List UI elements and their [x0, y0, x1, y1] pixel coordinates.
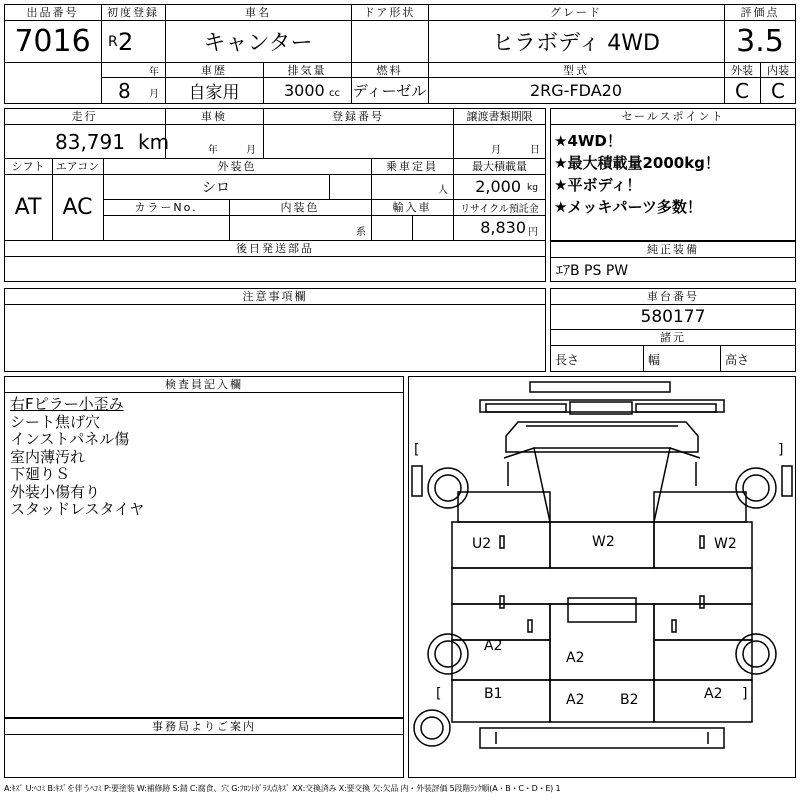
damage-cab-roof: W2 — [592, 534, 615, 550]
grade: ヒラボディ 4WD — [492, 30, 660, 56]
later-parts-label: 後日発送部品 — [236, 242, 314, 255]
mileage: 83,791 — [55, 130, 125, 154]
ext-color-label: 外装色 — [217, 160, 257, 173]
damage-right-door: W2 — [714, 536, 737, 552]
damage-bracket-left: [ — [414, 442, 420, 458]
inspector-note-item: 下廻りＳ — [10, 465, 71, 483]
transfer-day-unit: 日 — [530, 144, 540, 156]
history-label: 車歴 — [201, 63, 227, 77]
history: 自家用 — [188, 83, 240, 103]
capacity-label: 乗車定員 — [386, 160, 438, 173]
first-reg-year: 2 — [118, 28, 134, 56]
exterior-label: 外装 — [731, 63, 753, 77]
damage-left-mid: A2 — [484, 638, 503, 654]
max-load: 2,000 — [475, 177, 521, 196]
inspector-notes — [10, 396, 400, 519]
recycle-unit: 円 — [528, 226, 538, 238]
length-label: 長さ — [555, 352, 580, 367]
door-type — [351, 20, 428, 62]
model-label: 型式 — [563, 63, 589, 77]
car-name-label: 車名 — [245, 6, 271, 19]
fuel: ディーゼル — [352, 82, 427, 100]
model-code: 2RG-FDA20 — [529, 81, 622, 100]
ext-color: シロ — [202, 179, 230, 196]
shift: AT — [14, 194, 42, 220]
grade-label: グレード — [550, 6, 602, 19]
damage-bed-center: A2 — [566, 650, 585, 666]
damage-bracket-bl: [ — [436, 686, 442, 702]
damage-tail-left: A2 — [566, 692, 585, 708]
mileage-label: 走行 — [71, 110, 98, 123]
inspection-month-unit: 月 — [246, 144, 256, 156]
recycle-fee: 8,830 — [480, 218, 526, 237]
sales-point-item: ★4WD！ — [554, 131, 622, 150]
interior-grade: C — [771, 78, 785, 103]
displacement-label: 排気量 — [287, 63, 327, 77]
year-unit: 年 — [149, 66, 159, 78]
fuel-label: 燃料 — [376, 63, 403, 77]
displacement: 3000 — [284, 81, 325, 100]
genuine-equipment: ｴｱB PS PW — [556, 262, 629, 279]
era: R — [108, 34, 118, 50]
office-label: 事務局よりご案内 — [152, 720, 256, 733]
reg-no-label: 登録番号 — [332, 110, 384, 123]
displacement-unit: cc — [329, 88, 340, 99]
aircon-label: エアコン — [55, 160, 100, 173]
genuine-label: 純正装備 — [647, 243, 699, 256]
max-load-unit: kg — [527, 183, 538, 193]
sales-point-list — [554, 129, 794, 217]
damage-left-door: U2 — [472, 536, 492, 552]
mileage-unit: km — [138, 130, 170, 154]
int-color-label: 内装色 — [280, 201, 320, 214]
legend: A:ｷｽﾞ U:ﾍｺﾐ B:ｷｽﾞを伴うﾍｺﾐ P:要塗装 W:補修跡 S:錆 C:腐食、穴 G:ﾌﾛﾝﾄｶﾞﾗｽ点ｷｽﾞ XX:交換済み X:要交換 欠:欠品 内・外装評価 5段階ﾗﾝｸ順(A・B・C・D・E) 1 — [4, 783, 561, 793]
damage-bracket-br: ] — [742, 686, 748, 702]
first-reg-month: 8 — [118, 79, 131, 103]
inspector-label: 検査員記入欄 — [165, 378, 243, 391]
inspector-note-item: スタッドレスタイヤ — [10, 500, 145, 518]
door-label: ドア形状 — [363, 6, 416, 19]
sales-point-label: セールスポイント — [621, 110, 725, 123]
chassis-number: 580177 — [640, 306, 706, 327]
score-label: 評価点 — [740, 6, 780, 19]
shift-label: シフト — [11, 160, 45, 173]
interior-label: 内装 — [767, 63, 789, 77]
int-color-suffix: 系 — [356, 226, 366, 238]
sales-point-item: ★最大積載量2000kg！ — [554, 153, 720, 172]
damage-right-rear: A2 — [704, 686, 723, 702]
truck-diagram — [408, 376, 796, 778]
inspector-note-item: シート焦げ穴 — [10, 412, 101, 431]
inspector-note-item: インストパネル傷 — [10, 430, 130, 448]
width-label: 幅 — [648, 352, 661, 367]
capacity-unit: 人 — [438, 184, 448, 196]
inspection-label: 車検 — [201, 110, 227, 123]
height-label: 高さ — [725, 352, 750, 367]
color-no-label: カラーNo. — [134, 201, 198, 214]
chassis-label: 車台番号 — [647, 290, 699, 303]
inspector-note-item: 室内薄汚れ — [10, 447, 86, 466]
transfer-doc-label: 譲渡書類期限 — [466, 110, 533, 123]
inspector-note-item: 外装小傷有り — [10, 482, 101, 501]
score: 3.5 — [736, 23, 784, 59]
month-unit: 月 — [149, 88, 159, 100]
damage-left-rear: B1 — [484, 686, 503, 702]
max-load-label: 最大積載量 — [472, 160, 527, 173]
damage-bracket-right: ] — [778, 442, 784, 458]
lot-number: 7016 — [14, 23, 91, 59]
inspection-year-unit: 年 — [208, 144, 218, 156]
notes-label: 注意事項欄 — [242, 290, 308, 303]
inspector-note-item: 右Fピラー小歪み — [10, 395, 124, 413]
aircon: AC — [62, 194, 93, 220]
recycle-label: リサイクル預託金 — [460, 203, 539, 215]
damage-tail-right: B2 — [620, 692, 639, 708]
sales-point-item: ★平ボディ！ — [554, 175, 642, 194]
first-reg-label: 初度登録 — [107, 6, 159, 19]
exterior-grade: C — [735, 78, 749, 103]
dimensions-label: 諸元 — [660, 331, 686, 344]
lot-number-label: 出品番号 — [26, 6, 79, 19]
import-label: 輸入車 — [392, 201, 432, 214]
sales-point-item: ★メッキパーツ多数！ — [554, 197, 702, 216]
transfer-month-unit: 月 — [491, 144, 501, 156]
car-name: キャンター — [203, 30, 313, 56]
